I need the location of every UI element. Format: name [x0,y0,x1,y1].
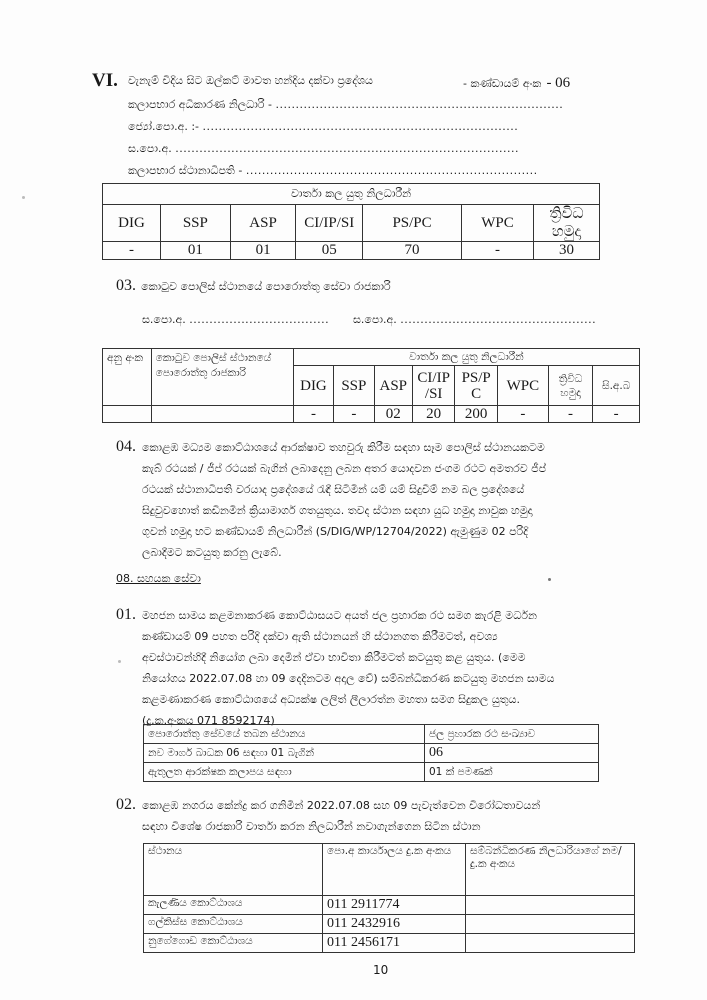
item-02-number: 02. [116,796,136,813]
paragraph-line: කැබ් රථයක් / ජීප් රථයක් බැගින් ලබාදෙනු ලබන අතර යොදවන ජංගම රථට අමතරව ජීප් [142,462,547,475]
cell: - [103,242,161,260]
field-oic [128,164,538,178]
item-01-paragraph [142,605,642,731]
field-label: කලාපභාර ස්ථානාධිපති - [128,164,243,177]
paragraph-line: රථයක් ස්ථානාධිපති වරයාද ප්‍රදේශයේ රැඳී සිටිමින් යම් යම් සිදුවීම් නම බල ප්‍රදේශයේ [142,483,525,496]
cell: - [334,406,374,423]
field-blank: ...................................................................................... [175,142,519,155]
table-row [144,934,635,953]
cell: - [462,242,534,260]
col-header: SSP [161,205,231,242]
col-header: DIG [103,205,161,242]
section-04-number: 04. [116,438,136,455]
paragraph-line: නියෝගය 2022.07.08 හා 09 දෙදිනටම අදාල වේ) සම්බන්ධිකරණ කටයුතු මහජන සාමය [142,672,555,685]
field-label: ස.පො.අ. [142,313,186,326]
water-cannon-table [143,724,599,782]
cell: 70 [362,242,461,260]
field-blank: ................................................. [400,313,597,326]
field-senior-sp [128,120,518,134]
col-header-no: අනු අංක [103,349,152,406]
cell: 20 [412,406,455,423]
officers-table-fort [102,348,640,423]
cell: 01 [230,242,296,260]
cell-station: ගල්කිස්ස කොට්ඨාශය [144,915,323,934]
section-08-heading: 08. සහයක සේවා [116,572,201,585]
paragraph-line: අවස්ථාවන්හිදී නියෝග ලබා දෙමින් ඒවා භාවිතා කිරීමටත් කටයුතු කළ යුතුය. (මෙම [142,651,526,664]
paragraph-line: සඳහා විශේෂ රාජකාරි වාර්තා කරන නිලධාරීන් නවාගැන්ගෙන සිටින ස්ථාන [142,820,481,833]
cell-location: ඇතුලත ආරක්ෂක කලාපය සඳහා [144,763,425,782]
scan-speck [548,578,551,581]
paragraph-line: කොළඹ මධ්‍යම කොට්ඨාශයේ ආරක්ෂාව තහවුරු කිරීම සඳහා සෑම පොලිස් ස්ථානයකටම [142,441,545,454]
col-header: ස්ථානය [144,844,323,896]
cell: - [497,406,548,423]
section-vi-title: වැනැම් වීදිය සිට ඔල්කට් මාවත හන්දිය දක්වා ප්‍රදේශය [128,74,373,87]
section-vi-group [463,72,570,92]
section-number: 03. [116,277,136,294]
table-row [144,896,635,915]
section-04-paragraph [142,437,642,563]
section-03-heading [116,275,391,295]
paragraph-line: ගුවන් හමුදා භට කණ්ඩායම් නිලධාරීන් (S/DIG/WP/12704/2022) ඇමුණුම 02 පරිදි [142,525,529,538]
col-header: පොරොත්තු සේවයේ තබන ස්ථානය [144,725,425,744]
scan-speck [22,196,25,199]
table-row [144,744,599,763]
officers-table-vi [102,183,600,260]
paragraph-line: සිදුවුවහොත් කඩිනමින් ක්‍රියාමාර්ග ගතයුතුය. තවද ස්ථාන සඳහා යුධ හමුදා නාවුක හමුදා [142,504,533,517]
cell: - [293,406,333,423]
item-01-number: 01. [116,606,136,623]
paragraph-line: කොළඹ නගරය කේන්ද්‍ර කර ගනිමින් 2022.07.08 සහ 09 පැවැත්වෙන විරෝධතාවයන් [142,799,541,812]
field-label: කලාපභාර අධිකාරණ නිලධාරි - [128,98,272,111]
scan-speck [118,660,121,663]
cell-coordinator [466,896,635,915]
field-asp-2 [353,313,596,327]
cell: 30 [533,242,599,260]
cell-phone: 011 2456171 [323,934,466,953]
field-asp-1 [142,313,329,327]
col-header: ASP [230,205,296,242]
col-header: ත්‍රිවිධ හමුදා [548,366,593,406]
cell-coordinator [466,934,635,953]
col-header: WPC [497,366,548,406]
cell: - [548,406,593,423]
cell-phone: 011 2432916 [323,915,466,934]
section-vi-numeral: VI. [92,70,118,91]
cell-duty [151,406,293,423]
cell: 02 [374,406,412,423]
col-header: CI/IP/SI [296,205,363,242]
cell-count: 06 [425,744,599,763]
cell: - [593,406,640,423]
cell: 05 [296,242,363,260]
paragraph-line: කළමණාකරණ කොට්ඨාශයේ අධ්‍යක්ෂ ලලිත් ලීලාරත්න මහතා සමග සිදුකල යුතුය. [142,693,520,706]
group-label: - කණ්ඩායම් අංක [463,77,542,90]
group-number: - 06 [546,75,571,91]
col-header: සම්බන්ධිකරණ නිලධාරියාගේ නම/ දු.ක අංකය [466,844,635,896]
col-header: ජල ප්‍රහාරක රථ සංඛ්‍යාව [425,725,599,744]
field-blank: ........................................................................ [275,98,564,111]
field-label: ජ්‍යෝ.පො.අ. :- [128,120,200,133]
table-caption: වාර්තා කල යුතු නිලධාරීන් [293,349,639,366]
cell-station: නුගේගොඩ කොට්ඨාශය [144,934,323,953]
field-asp [128,142,519,156]
cell-location: නව මාර්ග බාධක 06 සඳහා 01 බැගින් [144,744,425,763]
col-header: ත්‍රිවිධ හමුදා [533,205,599,242]
field-blank: ................................... [189,313,330,326]
col-header-duty: කොටුව පොලිස් ස්ථානයේ පොරොත්තු රාජකාරි [151,349,293,406]
cell-station: කැලණිය කොට්ඨාශය [144,896,323,915]
field-blank: ............................................................................... [202,120,519,133]
paragraph-line: මහජන සාමය කළමනාකරණ කොට්ඨාසයට අයත් ජල ප්‍රහාරක රථ සමග කැරළි මර්ධන [142,609,537,622]
col-header: CI/IP /SI [412,366,455,406]
cell-coordinator [466,915,635,934]
col-header: පො.අ කාර්යාලය දු.ක අංකය [323,844,466,896]
table-row [144,915,635,934]
page-number: 10 [373,963,389,977]
col-header: DIG [293,366,333,406]
table-caption: වාර්තා කල යුතු නිලධාරීන් [103,184,600,205]
cell-count: 01 ක් පමණක් [425,763,599,782]
col-header: WPC [462,205,534,242]
field-blank: ......................................................................... [245,164,538,177]
field-label: ස.පො.අ. [353,313,397,326]
col-header: PS/PC [362,205,461,242]
cell: 01 [161,242,231,260]
cell-no [103,406,152,423]
paragraph-line: (දු.ක.අංකය 071 8592174) [142,714,275,727]
col-header: PS/P C [455,366,498,406]
col-header: ASP [374,366,412,406]
field-zone-officer [128,98,563,112]
col-header: සි.අ.බ [593,366,640,406]
col-header: SSP [334,366,374,406]
table-row [144,763,599,782]
item-02-paragraph [142,795,642,837]
stations-table [143,843,635,953]
section-title: කොටුව පොලිස් ස්ථානයේ පොරොත්තු සේවා රාජකාරි [141,280,391,293]
paragraph-line: කණ්ඩායම් 09 පහත පරිදි දක්වා ඇති ස්ථානයන් හි ස්ථානගත කිරීමටත්, අවශ්‍ය [142,630,498,643]
cell-phone: 011 2911774 [323,896,466,915]
paragraph-line: ලබාදීමට කටයුතු කරනු ලැබේ. [142,546,282,559]
cell: 200 [455,406,498,423]
field-label: ස.පො.අ. [128,142,172,155]
